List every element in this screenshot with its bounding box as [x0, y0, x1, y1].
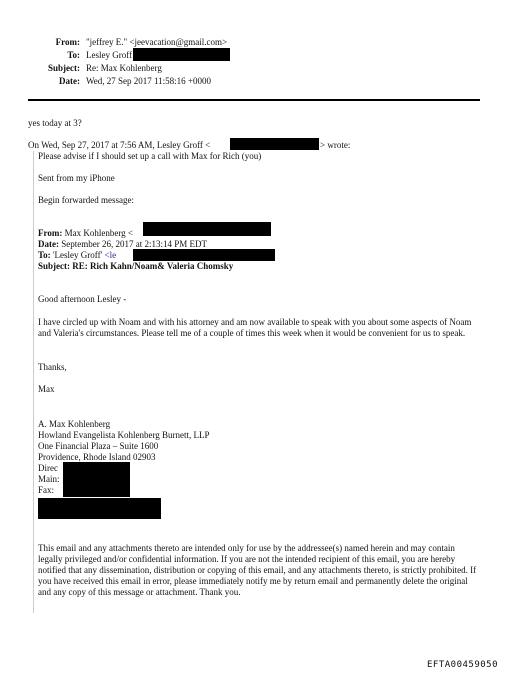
quote-attribution-prefix: On Wed, Sep 27, 2017 at 7:56 AM, Lesley Groff < [28, 140, 211, 150]
quote-attribution-suffix: > wrote: [320, 140, 351, 150]
quote-bar [33, 151, 34, 613]
redaction-box [63, 462, 130, 497]
fwd-from-line [38, 228, 133, 239]
sig-address2: Providence, Rhode Island 02903 [38, 452, 156, 462]
fwd-to-label: To: [38, 250, 51, 260]
header-date-value: Wed, 27 Sep 2017 11:58:16 +0000 [86, 76, 212, 86]
fwd-subject-line [38, 261, 233, 272]
thanks-line: Thanks, [38, 362, 67, 372]
fwd-date-label: Date: [38, 239, 59, 249]
sig-firm: Howland Evangelista Kohlenberg Burnett, LLP [38, 430, 210, 440]
fwd-to-value: 'Lesley Groff' [52, 250, 105, 260]
advise-line: Please advise if I should set up a call with Max for Rich (you) [38, 151, 262, 161]
fwd-to-line [38, 250, 116, 261]
redaction-box [230, 138, 319, 150]
fwd-date-value: September 26, 2017 at 2:13:14 PM EDT [61, 239, 207, 249]
redaction-box [133, 249, 275, 261]
sent-from-line: Sent from my iPhone [38, 173, 115, 183]
header-to-value: Lesley Groff [86, 50, 133, 60]
disclaimer: This email and any attachments thereto are intended only for use by the addressee(s) named herein and may contain legally privileged and/or confidential information. If you are not the intended recipient of this email, you are hereby notified that any dissemination, distribution or copying of this email, and any attachments thereto, is strictly prohibited. If you have received this email in error, please immediately notify me by return email and permanently delete the original and any copy of this message or attachment. Thank you. [38, 543, 477, 597]
greeting: Good afternoon Lesley - [38, 294, 127, 304]
signoff-line: Max [38, 384, 55, 394]
sig-direct-label: Direc [38, 463, 58, 473]
sig-main-label: Main: [38, 474, 60, 484]
fwd-from-value: Max Kohlenberg < [64, 228, 133, 238]
header-from-label: From: [55, 37, 80, 47]
fwd-subject-value: RE: Rich Kahn/Noam& Valeria Chomsky [72, 261, 234, 271]
fwd-subject-label: Subject: [38, 261, 70, 271]
sig-name: A. Max Kohlenberg [38, 419, 111, 429]
header-subject-label: Subject: [48, 63, 80, 73]
reply-line: yes today at 3? [28, 118, 82, 128]
redaction-box [133, 48, 230, 61]
fwd-from-label: From: [38, 228, 63, 238]
redaction-box [38, 498, 161, 519]
sig-address1: One Financial Plaza – Suite 1600 [38, 441, 159, 451]
redaction-box [143, 222, 271, 236]
fwd-to-link[interactable]: <le [104, 250, 117, 260]
sig-fax-label: Fax: [38, 485, 55, 495]
bates-number: EFTA00459050 [427, 660, 499, 670]
header-to-label: To: [67, 50, 80, 60]
header-from-value: "jeffrey E." <jeevacation@gmail.com> [86, 37, 228, 47]
begin-forwarded-line: Begin forwarded message: [38, 195, 134, 205]
body-paragraph: I have circled up with Noam and with his attorney and am now available to speak with you about some aspects of Noam and Valeria's circumstances. Please tell me of a couple of times this week when it would be convenient for us to speak. [38, 317, 472, 338]
header-divider [28, 99, 480, 101]
header-date-label: Date: [59, 76, 80, 86]
header-subject-value: Re: Max Kohlenberg [86, 63, 162, 73]
